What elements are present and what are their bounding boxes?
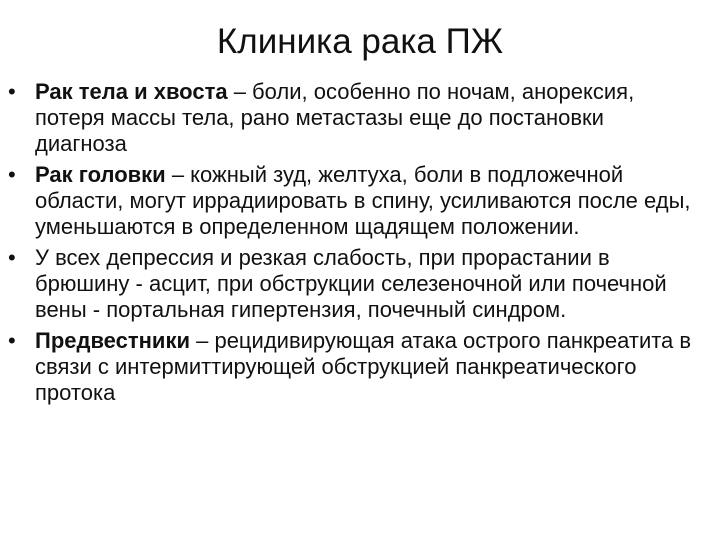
bullet-dot-icon: • [8,79,16,104]
bullet-text: – рецидивирующая атака острого панкреатита в связи с интермиттирующей обструкцией панкреатического протока [35,328,692,405]
bullet-item-precursors [8,328,698,406]
slide-title: Клиника рака ПЖ [216,22,504,61]
bullet-item-general-symptoms [8,245,698,323]
bullet-dot-icon: • [8,328,16,353]
bullet-item-head-cancer [8,162,698,240]
bullet-text: У всех депрессия и резкая слабость, при прорастании в брюшину - асцит, при обструкции селезеночной или почечной вены - портальная гипертензия, почечный синдром. [35,245,667,322]
bullet-text: – боли, особенно по ночам, анорексия, потеря массы тела, рано метастазы еще до постановки диагноза [35,79,635,156]
bullet-item-body-tail-cancer [8,79,698,157]
bullet-term: Рак тела и хвоста [35,79,228,104]
bullet-term: Предвестники [35,328,190,353]
bullet-text: – кожный зуд, желтуха, боли в подложечной области, могут иррадиировать в спину, усиливаются после еды, уменьшаются в определенном щадящем положении. [35,162,691,239]
bullet-list [8,79,698,411]
bullet-dot-icon: • [8,245,16,270]
bullet-dot-icon: • [8,162,16,187]
bullet-term: Рак головки [35,162,166,187]
